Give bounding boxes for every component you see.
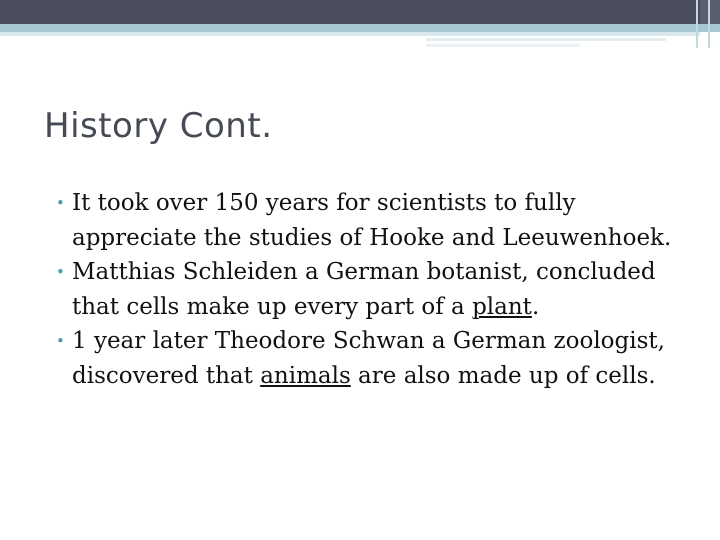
header-band-teal [0, 24, 720, 32]
bullet-marker: • [56, 263, 65, 281]
bullet-item [56, 255, 696, 324]
bullet-marker: • [56, 194, 65, 212]
header-band-pale [0, 32, 700, 36]
bullet-text: Matthias Schleiden a German botanist, concluded that cells make up every part of a [72, 259, 656, 320]
bullet-marker: • [56, 332, 65, 350]
underlined-term-plant: plant [472, 293, 532, 320]
bullet-text: 1 year later Theodore Schwan a German zoologist, discovered that [72, 328, 665, 389]
slide-title: History Cont. [44, 106, 273, 146]
header-band-pale-line [426, 38, 666, 41]
bullet-item [56, 324, 696, 393]
bullet-text-end: . [531, 293, 540, 320]
header-band-divider [696, 0, 698, 48]
bullet-text-end: are also made up of cells. [350, 362, 656, 389]
bullet-item [56, 186, 696, 255]
slide-header-band [0, 0, 720, 48]
header-band-dark-corner [700, 0, 720, 24]
bullet-list [56, 186, 696, 393]
header-band-divider [708, 0, 710, 48]
bullet-text: It took over 150 years for scientists to fully appreciate the studies of Hooke and Leeuwenhoek. [72, 190, 672, 251]
underlined-term-animals: animals [260, 362, 351, 389]
header-band-pale-line-short [426, 44, 580, 47]
header-band-dark [0, 0, 700, 24]
